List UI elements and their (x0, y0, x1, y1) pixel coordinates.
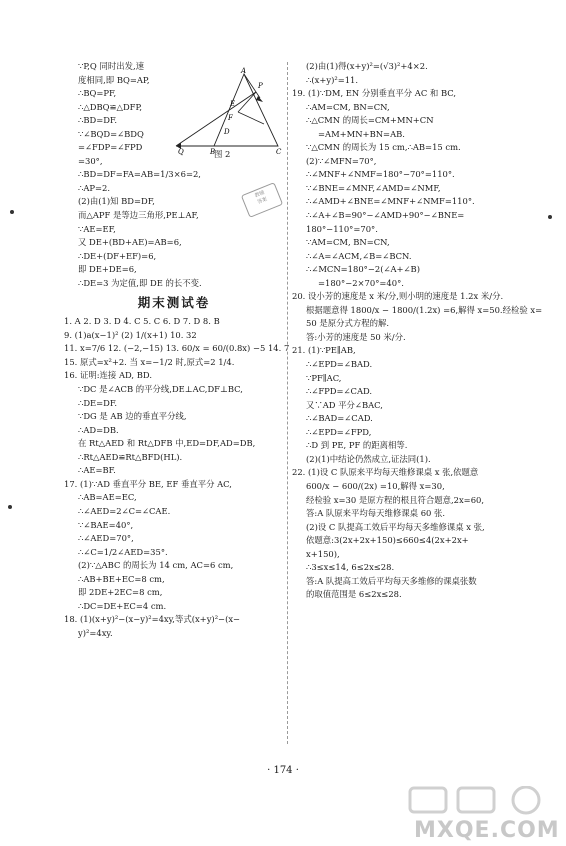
text-line: (2)∵△ABC 的周长为 14 cm, AC=6 cm, (78, 560, 234, 571)
text-line: 21. (1)∵PE∥AB, (292, 345, 356, 356)
text-line: ∴∠C=1/2∠AED=35°. (78, 546, 168, 557)
text-line: ∴∠EPD=∠FPD, (306, 426, 372, 437)
text-line: ∴∠A+∠B=90°−∠AMD+90°−∠BNE= (306, 210, 465, 221)
page-number: · 174 · (267, 765, 299, 776)
text-line: ∴DC=DE+EC=4 cm. (78, 600, 167, 611)
text-line: ∴∠AMD+∠BNE=∠MNF+∠NMF=110°. (306, 196, 475, 207)
text-line: ∵∠BAE=40°, (78, 519, 134, 530)
right-column (292, 60, 543, 602)
text-line: ∴BQ=PF, (78, 88, 117, 99)
figure-caption: 图 2 (214, 149, 231, 159)
text-line: y)²=4xy. (78, 627, 113, 638)
text-line: ∴∠AED=2∠C=∠CAE. (78, 505, 171, 516)
text-line: ∴∠MNF+∠NMF=180°−70°=110°. (306, 169, 455, 180)
text-line: ∵P,Q 同时出发,速 (78, 61, 144, 71)
text-line: 又 DE+(BD+AE)=AB=6, (78, 237, 182, 248)
text-line: ∴3≤x≤14, 6≤2x≤28. (306, 562, 395, 573)
figure-point-e: E (230, 100, 236, 108)
text-line: ∴AP=2. (78, 182, 111, 193)
text-line: ∴BD=DF. (78, 115, 118, 126)
text-line: 又∵AD 平分∠BAC, (306, 399, 383, 410)
text-line: ∴∠MCN=180°−2(∠A+∠B) (306, 264, 420, 275)
text-line: ∴DE=3 为定值,即 DE 的长不变. (78, 277, 202, 288)
figure-point-b: B (210, 148, 216, 156)
text-line: 即 DE+DE=6, (78, 264, 137, 275)
text-line: ∴D 到 PE, PF 的距离相等. (306, 440, 408, 451)
text-line: ∵∠BNE=∠MNF,∠AMD=∠NMF, (306, 182, 441, 193)
text-line: 22. (1)设 C 队原来平均每天维修课桌 x 张,依题意 (292, 467, 479, 478)
text-line: ∴△DBQ≌△DFP, (78, 101, 143, 112)
text-line: 在 Rt△AED 和 Rt△DFB 中,ED=DF,AD=DB, (78, 438, 256, 449)
text-line: 20. 设小芳的速度是 x 米/分,则小明的速度是 1.2x 米/分. (292, 291, 504, 302)
text-line: ∴AB+BE+EC=8 cm, (78, 573, 165, 584)
text-line: ∴∠A=∠ACM,∠B=∠BCN. (306, 250, 412, 261)
text-line: ∴∠FPD=∠CAD. (306, 386, 373, 397)
text-line: 15. 原式=x²+2. 当 x=−1/2 时,原式=2 1/4. (64, 356, 235, 367)
text-line: 答:小芳的速度是 50 米/分. (306, 331, 406, 342)
text-line: 600/x − 600/(2x) =10,解得 x=30, (306, 480, 445, 491)
text-line: ∵AE=EF, (78, 223, 116, 234)
scan-dot (10, 210, 14, 214)
text-line: ∴△CMN 的周长=CM+MN+CN (306, 115, 434, 126)
text-line: ∴∠EPD=∠BAD. (306, 359, 373, 370)
scan-dot (8, 505, 12, 509)
text-line: (2)由(1)得(x+y)²=(√3)²+4×2. (306, 61, 428, 71)
text-line: ∴AB=AE=EC, (78, 492, 137, 503)
stamp-line-1: 教辅 (253, 189, 266, 200)
text-line: 9. (1)a(x−1)² (2) 1/(x+1) 10. 32 (64, 329, 197, 340)
figure-point-d: D (224, 128, 230, 136)
text-line: ∵DC 是∠ACB 的平分线,DE⊥AC,DF⊥BC, (78, 384, 243, 395)
text-line: 度相同,即 BQ=AP, (78, 74, 150, 85)
text-line: 180°−110°=70°. (306, 223, 378, 234)
text-line: ∵△CMN 的周长为 15 cm,∴AB=15 cm. (306, 142, 461, 153)
text-line: ∴BD=DF=FA=AB=1/3×6=2, (78, 169, 201, 180)
text-line: ∵DG 是 AB 边的垂直平分线, (78, 411, 187, 422)
figure-point-q: Q (178, 148, 184, 156)
text-line: ∴Rt△AED≌Rt△BFD(HL). (78, 451, 183, 462)
figure-point-p: P (258, 82, 263, 90)
text-line: =∠FDP=∠FPD (78, 142, 143, 153)
text-line: 依题意:3(2x+2x+150)≤660≤4(2x+2x+ (306, 535, 469, 546)
scan-dot (548, 215, 552, 219)
text-line: (2)由(1)知 BD=DF, (78, 196, 155, 207)
geometry-figure (148, 66, 284, 156)
text-line: 答:A 队提高工效后平均每天多维修的课桌张数 (306, 575, 477, 586)
text-line: 11. x=7/6 12. (−2,−15) 13. 60/x = 60/(0.8x) −5 14. 7 (64, 343, 290, 354)
text-line: 16. 证明:连接 AD, BD. (64, 370, 152, 381)
text-line: ∴(x+y)²=11. (306, 74, 359, 85)
figure-point-f: F (228, 114, 233, 122)
text-line: =30°, (78, 155, 103, 166)
text-line: ∴AE=BF. (78, 465, 116, 476)
text-line: =AM+MN+BN=AB. (318, 128, 405, 139)
text-line: 1. A 2. D 3. D 4. C 5. C 6. D 7. D 8. B (64, 316, 220, 327)
figure-point-a: A (241, 67, 247, 75)
text-line: ∴∠AED=70°, (78, 533, 134, 544)
figure-point-c: C (276, 148, 282, 156)
text-line: x+150), (306, 548, 340, 559)
text-line: ∵PF∥AC, (306, 372, 342, 383)
text-line: ∴DE=DF. (78, 397, 118, 408)
text-line: 19. (1)∵DM, EN 分别垂直平分 AC 和 BC, (292, 88, 457, 99)
text-line: 经检验 x=30 是原方程的根且符合题意,2x=60, (306, 494, 485, 505)
text-line: 18. (1)(x+y)²−(x−y)²=4xy,等式(x+y)²−(x− (64, 614, 241, 625)
text-line: ∴∠BAD=∠CAD. (306, 413, 373, 424)
text-line: ∴AD=DB. (78, 424, 119, 435)
text-line: 根据题意得 1800/x − 1800/(1.2x) =6,解得 x=50.经检验 x= (306, 304, 543, 315)
text-line: 答:A 队原来平均每天维修课桌 60 张. (306, 508, 446, 519)
text-line: 的取值范围是 6≤2x≤28. (306, 589, 402, 600)
text-line: 17. (1)∵AD 垂直平分 BE, EF 垂直平分 AC, (64, 478, 232, 489)
watermark-url: MXQE.COM (414, 818, 560, 843)
text-line: ∴DE+(DF+EF)=6, (78, 250, 157, 261)
text-line: (2)设 C 队提高工效后平均每天多维修课桌 x 张, (306, 521, 485, 532)
column-divider (287, 62, 288, 744)
text-line: (2)(1)中结论仍然成立,证法同(1). (306, 453, 431, 464)
text-line: =180°−2×70°=40°. (318, 277, 404, 288)
section-title: 期末测试卷 (137, 295, 211, 311)
text-line: ∵AM=CM, BN=CN, (306, 237, 390, 248)
stamp-line-2: 答案 (256, 196, 269, 206)
text-line: 即 2DE+2EC=8 cm, (78, 587, 163, 598)
text-line: ∵∠BQD=∠BDQ (78, 128, 144, 139)
text-line: 而△APF 是等边三角形,PE⊥AF, (78, 210, 199, 221)
text-line: ∴AM=CM, BN=CN, (306, 101, 390, 112)
text-line: 50 是原分式方程的解. (306, 318, 389, 329)
text-line: (2)∵∠MFN=70°, (306, 155, 377, 166)
